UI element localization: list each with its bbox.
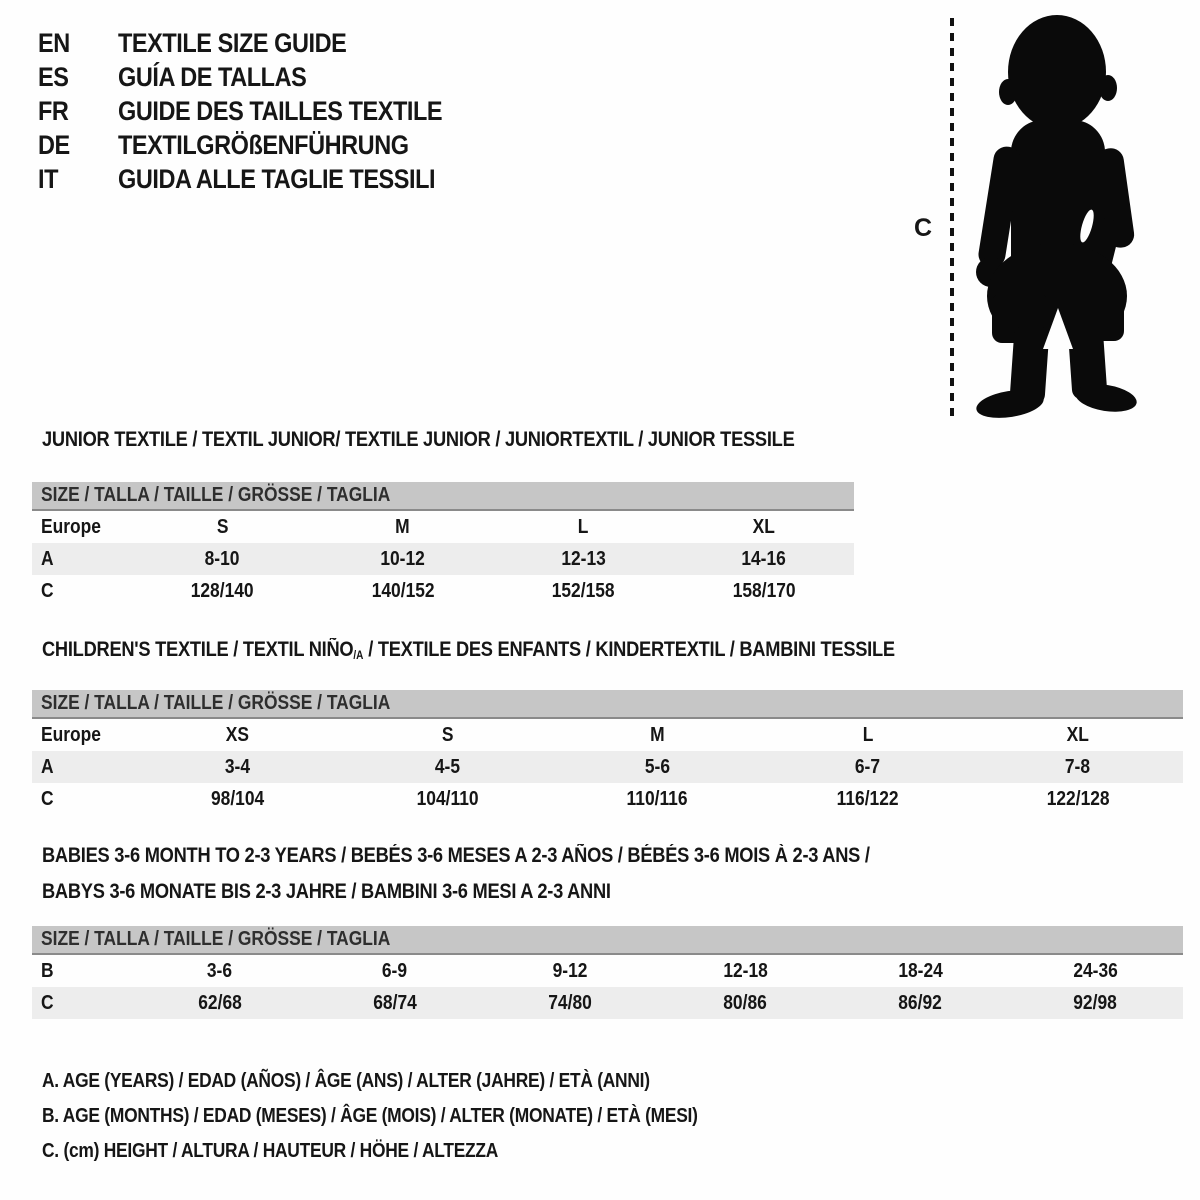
size-value-cell: 110/116 xyxy=(627,787,688,810)
height-dashed-line xyxy=(950,18,954,418)
language-row-it xyxy=(38,162,491,196)
size-value-cell: 6-9 xyxy=(382,959,408,982)
footnote-text: A. AGE (YEARS) / EDAD (AÑOS) / ÂGE (ANS) / ALTER (JAHRE) / ETÀ (ANNI) xyxy=(42,1070,650,1092)
size-value-cell: 122/128 xyxy=(1046,787,1110,810)
row-label: Europe xyxy=(41,515,101,538)
size-value-cell: 3-6 xyxy=(207,959,233,982)
size-value-cell: 9-12 xyxy=(552,959,588,982)
language-title: GUIDE DES TAILLES TEXTILE xyxy=(118,95,443,126)
size-header-text: SIZE / TALLA / TAILLE / GRÖSSE / TAGLIA xyxy=(41,928,391,950)
size-value-cell: 158/170 xyxy=(732,579,796,602)
size-header-bar xyxy=(32,690,1183,719)
table-row xyxy=(32,543,854,575)
size-value-cell: 152/158 xyxy=(551,579,615,602)
section-title-text: BABYS 3-6 MONATE BIS 2-3 JAHRE / BAMBINI 3-6 MESI A 2-3 ANNI xyxy=(42,880,611,903)
size-value-cell: 128/140 xyxy=(190,579,254,602)
size-value-cell: 18-24 xyxy=(898,959,943,982)
height-measure-label: C xyxy=(914,214,933,242)
language-code: ES xyxy=(38,61,69,92)
children-table-rows xyxy=(32,719,1183,815)
row-label: C xyxy=(41,991,54,1014)
size-value-cell: 3-4 xyxy=(224,755,250,778)
size-value-cell: 74/80 xyxy=(548,991,592,1014)
size-value-cell: 8-10 xyxy=(204,547,240,570)
table-row xyxy=(32,511,854,543)
size-header-text: SIZE / TALLA / TAILLE / GRÖSSE / TAGLIA xyxy=(41,692,391,714)
size-value-cell: 12-13 xyxy=(560,547,606,570)
language-row-en xyxy=(38,26,491,60)
size-value-cell: M xyxy=(395,515,410,538)
babies-size-table xyxy=(32,926,1183,1019)
size-value-cell: S xyxy=(441,723,454,746)
size-value-cell: S xyxy=(216,515,229,538)
footnote-b xyxy=(42,1099,796,1134)
language-title: TEXTILGRÖßENFÜHRUNG xyxy=(118,129,409,160)
footnote-c xyxy=(42,1134,796,1169)
table-row xyxy=(32,575,854,607)
footnote-text: C. (cm) HEIGHT / ALTURA / HAUTEUR / HÖHE / ALTEZZA xyxy=(42,1140,499,1162)
size-value-cell: XL xyxy=(1066,723,1090,746)
section-title-text: JUNIOR TEXTILE / TEXTIL JUNIOR/ TEXTILE JUNIOR / JUNIORTEXTIL / JUNIOR TESSILE xyxy=(42,428,795,451)
size-value-cell: 92/98 xyxy=(1073,991,1118,1014)
language-title-list xyxy=(38,26,491,196)
footnote-text: B. AGE (MONTHS) / EDAD (MESES) / ÂGE (MOIS) / ALTER (MONATE) / ETÀ (MESI) xyxy=(42,1105,698,1127)
language-title: GUIDA ALLE TAGLIE TESSILI xyxy=(118,163,436,194)
language-title: TEXTILE SIZE GUIDE xyxy=(118,27,347,58)
size-value-cell: 98/104 xyxy=(210,787,264,810)
table-row xyxy=(32,719,1183,751)
babies-table-rows xyxy=(32,955,1183,1019)
language-row-es xyxy=(38,60,491,94)
section-title-children xyxy=(42,638,1022,662)
size-value-cell: XS xyxy=(225,723,249,746)
size-header-bar xyxy=(32,482,854,511)
size-value-cell: 6-7 xyxy=(855,755,881,778)
size-value-cell: 4-5 xyxy=(434,755,460,778)
size-value-cell: 68/74 xyxy=(372,991,417,1014)
baby-silhouette-icon xyxy=(956,8,1160,420)
table-row xyxy=(32,751,1183,783)
table-row xyxy=(32,783,1183,815)
footnote-a xyxy=(42,1064,796,1099)
footnotes xyxy=(42,1064,796,1169)
section-title-babies-line1 xyxy=(42,844,993,868)
size-value-cell: 24-36 xyxy=(1073,959,1118,982)
junior-size-table xyxy=(32,482,854,607)
size-value-cell: 104/110 xyxy=(416,787,479,810)
size-header-text: SIZE / TALLA / TAILLE / GRÖSSE / TAGLIA xyxy=(41,484,391,506)
size-value-cell: 7-8 xyxy=(1065,755,1091,778)
language-row-fr xyxy=(38,94,491,128)
section-title-junior xyxy=(42,428,907,452)
row-label: A xyxy=(41,755,54,778)
table-row xyxy=(32,987,1183,1019)
row-label: A xyxy=(41,547,54,570)
size-value-cell: 80/86 xyxy=(723,991,767,1014)
size-value-cell: 5-6 xyxy=(644,755,671,778)
size-value-cell: 10-12 xyxy=(380,547,426,570)
language-code: IT xyxy=(38,163,59,194)
row-label: Europe xyxy=(41,723,101,746)
table-row xyxy=(32,955,1183,987)
size-value-cell: 140/152 xyxy=(371,579,435,602)
section-title-babies-line2 xyxy=(42,880,696,904)
size-value-cell: L xyxy=(862,723,874,746)
size-value-cell: 14-16 xyxy=(741,547,787,570)
size-value-cell: 86/92 xyxy=(898,991,943,1014)
language-code: EN xyxy=(38,27,70,58)
language-title: GUÍA DE TALLAS xyxy=(118,61,307,92)
size-value-cell: L xyxy=(577,515,589,538)
size-value-cell: XL xyxy=(752,515,775,538)
language-code: FR xyxy=(38,95,69,126)
language-row-de xyxy=(38,128,491,162)
size-value-cell: 12-18 xyxy=(722,959,768,982)
language-code: DE xyxy=(38,129,70,160)
row-label: C xyxy=(41,787,54,810)
children-size-table xyxy=(32,690,1183,815)
junior-table-rows xyxy=(32,511,854,607)
row-label: C xyxy=(41,579,54,602)
size-header-bar xyxy=(32,926,1183,955)
size-value-cell: 62/68 xyxy=(197,991,242,1014)
section-title-text: CHILDREN'S TEXTILE / TEXTIL NIÑO/A / TEXTILE DES ENFANTS / KINDERTEXTIL / BAMBINI TESSILE xyxy=(42,638,895,662)
row-label: B xyxy=(41,959,54,982)
size-value-cell: M xyxy=(650,723,665,746)
size-value-cell: 116/122 xyxy=(836,787,899,810)
section-title-text: BABIES 3-6 MONTH TO 2-3 YEARS / BEBÉS 3-6 MESES A 2-3 AÑOS / BÉBÉS 3-6 MOIS À 2-3 ANS / xyxy=(42,844,870,867)
